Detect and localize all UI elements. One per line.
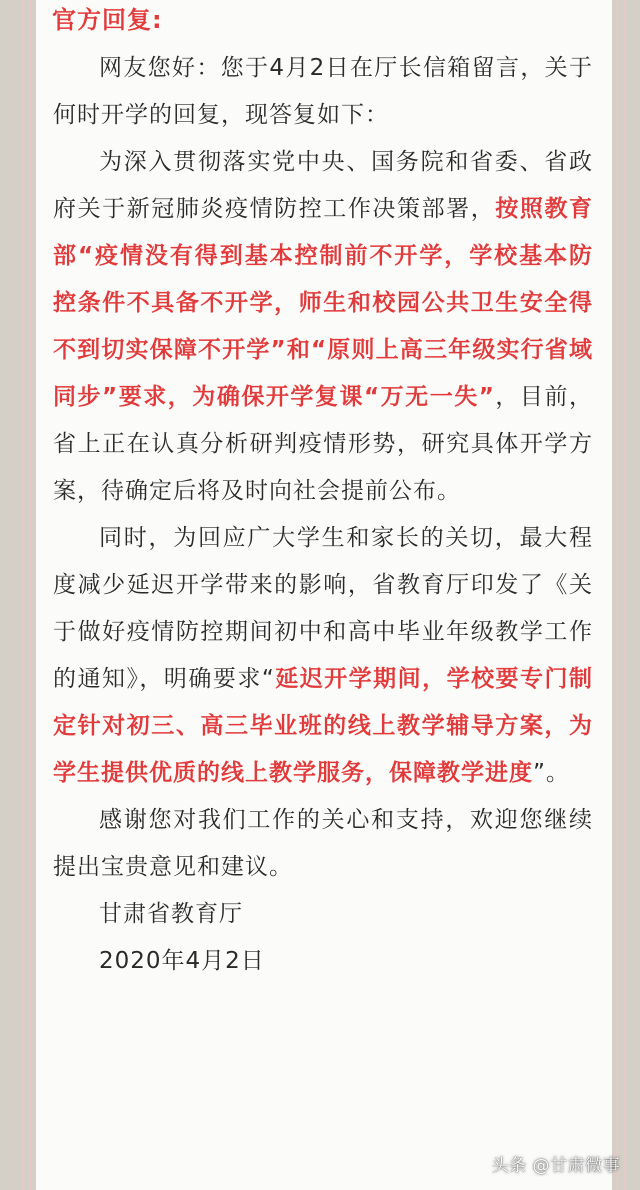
- policy-outro: ，目前，省上正在认真分析研判疫情形势，研究具体开学方案，待确定后将及时向社会提前公布。: [53, 384, 593, 504]
- signature: 甘肃省教育厅: [99, 901, 243, 927]
- notice-outro: ”。: [533, 760, 570, 786]
- right-border-line: [616, 0, 618, 1190]
- right-border-line: [624, 0, 626, 1190]
- reply-heading: 官方回复:: [52, 6, 163, 34]
- policy-intro: 为深入贯彻落实党中央、国务院和省委、省政府关于新冠肺炎疫情防控工作决策部署，: [53, 149, 593, 222]
- notice-highlight: 延迟开学期间，学校要专门制定针对初三、高三毕业班的线上教学辅导方案，为学生提供优质的线上教学服务，保障教学进度: [53, 666, 594, 786]
- left-border-line: [29, 0, 31, 1190]
- greeting-paragraph: 网友您好：您于4月2日在厅长信箱留言，关于何时开学的回复，现答复如下：: [53, 55, 593, 128]
- notice-intro: 同时，为回应广大学生和家长的关切，最大程度减少延迟开学带来的影响，省教育厅印发了《关于做好疫情防控期间初中和高中毕业年级教学工作的通知》，明确要求“: [53, 525, 593, 692]
- notice-paragraph: [53, 515, 593, 797]
- policy-paragraph: [53, 139, 593, 515]
- reply-body: [53, 45, 593, 985]
- thanks-paragraph: 感谢您对我们工作的关心和支持，欢迎您继续提出宝贵意见和建议。: [53, 807, 593, 880]
- policy-highlight: 按照教育部“疫情没有得到基本控制前不开学，学校基本防控条件不具备不开学，师生和校园公共卫生安全得不到切实保障不开学”和“原则上高三年级实行省域同步”要求，为确保开学复课“万无一失”: [53, 196, 594, 410]
- left-border-line: [22, 0, 24, 1190]
- reply-date: 2020年4月2日: [99, 948, 265, 974]
- watermark: 头条 @甘肃微事: [491, 1156, 620, 1176]
